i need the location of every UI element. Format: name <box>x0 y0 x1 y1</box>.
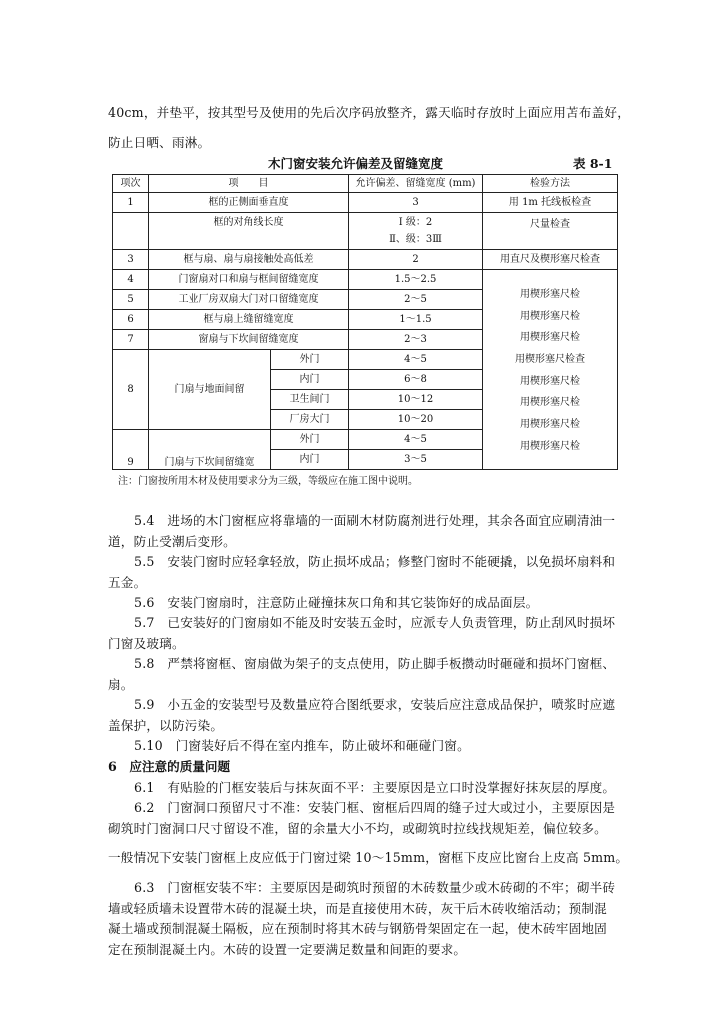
tolerance-table <box>112 174 618 470</box>
table-title: 木门窗安装允许偏差及留缝宽度 <box>268 156 444 171</box>
intro-line-2: 防止日晒、雨淋。 <box>108 135 211 150</box>
row-sub-label: 内门 <box>271 370 349 390</box>
table-header-row <box>113 175 618 193</box>
method-line: 用楔形塞尺检 <box>520 332 580 344</box>
row-no: 9 <box>113 430 149 470</box>
row-sub-label: 厂房大门 <box>271 410 349 430</box>
para-6-2-line-1: 6.2 门窗洞口预留尺寸不准：安装门框、窗框后四周的缝子过大或过小，主要原因是 <box>134 800 616 815</box>
para-6-2-line-2: 砌筑时门窗洞口尺寸留设不准，留的余量大小不均，或砌筑时拉线找规矩差，偏位较多。 <box>108 821 607 836</box>
row-method: 用 1m 托线板检查 <box>483 193 618 213</box>
row-sub-label: 外门 <box>271 350 349 370</box>
table-row <box>113 270 618 290</box>
row-no: 7 <box>113 330 149 350</box>
row-value: 3 <box>349 193 483 213</box>
row-no: 6 <box>113 310 149 330</box>
row-value: 4～5 <box>349 430 483 450</box>
method-line: 用楔形塞尺检 <box>520 289 580 300</box>
row-method: 用直尺及楔形塞尺检查 <box>483 250 618 270</box>
row-item: 门窗扇对口和扇与框间留缝宽度 <box>149 270 349 290</box>
table-row <box>113 250 618 270</box>
row-value: 4～5 <box>349 350 483 370</box>
row-item: 框的正侧面垂直度 <box>149 193 349 213</box>
row-value-line-2: Ⅱ、级：3Ⅲ <box>389 234 442 245</box>
intro-line-1: 40cm，并垫平，按其型号及使用的先后次序码放整齐，露天临时存放时上面应用苫布盖好， <box>108 105 630 120</box>
header-item: 项 目 <box>149 175 349 193</box>
row-sub-label: 外门 <box>271 430 349 450</box>
para-6-3-line-2: 墙或轻质墙未设置带木砖的混凝土块，而是直接使用木砖，灰干后木砖收缩活动；预制混 <box>108 901 607 916</box>
row-no: 5 <box>113 290 149 310</box>
table-row <box>113 213 618 250</box>
row-value-line-1: Ⅰ 级：2 <box>398 217 433 228</box>
para-6-2-line-3: 一般情况下安装门窗框上皮应低于门窗过梁 10～15mm，窗框下皮应比窗台上皮高 5mm。 <box>108 850 629 865</box>
merged-method-cell <box>483 270 618 470</box>
row-item: 工业厂房双扇大门对口留缝宽度 <box>149 290 349 310</box>
row-method: 尺量检查 <box>483 213 618 250</box>
header-method: 检验方法 <box>483 175 618 193</box>
row-value: 2～3 <box>349 330 483 350</box>
row-no: 4 <box>113 270 149 290</box>
row-no <box>113 213 149 250</box>
para-5-5-line-1: 5.5 安装门窗时应轻拿轻放，防止损坏成品；修整门窗时不能硬撬，以免损坏扇料和 <box>134 554 616 569</box>
table-note: 注：门窗按所用木材及使用要求分为三级，等级应在施工图中说明。 <box>118 476 418 487</box>
row-value: 10～12 <box>349 390 483 410</box>
para-5-9-line-1: 5.9 小五金的安装型号及数量应符合图纸要求，安装后应注意成品保护，喷浆时应遮 <box>134 697 616 712</box>
header-no: 项次 <box>113 175 149 193</box>
section-heading-6: 6 应注意的质量问题 <box>108 759 231 774</box>
para-5-10: 5.10 门窗装好后不得在室内推车，防止破坏和砸碰门窗。 <box>134 738 470 753</box>
para-5-8-line-1: 5.8 严禁将窗框、窗扇做为架子的支点使用，防止脚手板攒动时砸碰和损坏门窗框、 <box>134 656 616 671</box>
method-line: 用楔形塞尺检 <box>520 310 580 322</box>
row-value-multiline <box>349 213 483 250</box>
para-6-3-line-1: 6.3 门窗框安装不牢：主要原因是砌筑时预留的木砖数量少或木砖砌的不牢；砌半砖 <box>134 880 616 895</box>
para-5-6: 5.6 安装门窗扇时，注意防止碰撞抹灰口角和其它装饰好的成品面层。 <box>134 595 539 610</box>
row-item: 框与扇、扇与扇接触处高低差 <box>149 250 349 270</box>
row-value: 10～20 <box>349 410 483 430</box>
para-6-1: 6.1 有贴脸的门框安装后与抹灰面不平：主要原因是立口时没掌握好抹灰层的厚度。 <box>134 780 616 795</box>
para-5-4-line-2: 道，防止受潮后变形。 <box>108 534 236 549</box>
method-line: 用楔形塞尺检 <box>520 440 580 452</box>
para-5-7-line-1: 5.7 已安装好的门窗扇如不能及时安装五金时，应派专人负责管理，防止刮风时损坏 <box>134 615 616 630</box>
row-sub-label: 内门 <box>271 450 349 470</box>
table-number: 表 8-1 <box>573 156 613 171</box>
row-sub-label: 卫生间门 <box>271 390 349 410</box>
row-value: 3～5 <box>349 450 483 470</box>
para-5-7-line-2: 门窗及玻璃。 <box>108 636 185 651</box>
row-value: 6～8 <box>349 370 483 390</box>
row-value: 1.5～2.5 <box>349 270 483 290</box>
row-item: 门扇与地面间留 <box>149 350 271 430</box>
row-value: 1～1.5 <box>349 310 483 330</box>
row-no: 3 <box>113 250 149 270</box>
row-item: 框的对角线长度 <box>149 213 349 250</box>
para-6-3-line-3: 凝土墙或预制混凝土隔板，应在预制时将其木砖与钢筋骨架固定在一起，使木砖牢固地固 <box>108 921 607 936</box>
method-line: 用楔形塞尺检 <box>520 419 580 431</box>
row-value: 2～5 <box>349 290 483 310</box>
para-5-9-line-2: 盖保护，以防污染。 <box>108 718 224 733</box>
para-5-8-line-2: 扇。 <box>108 677 134 692</box>
row-value: 2 <box>349 250 483 270</box>
table-row <box>113 193 618 213</box>
para-5-4-line-1: 5.4 进场的木门窗框应将靠墙的一面刷木材防腐剂进行处理，其余各面宜应刷清油一 <box>134 513 616 528</box>
method-line: 用楔形塞尺检 <box>520 397 580 409</box>
row-item: 框与扇上缝留缝宽度 <box>149 310 349 330</box>
method-line: 用楔形塞尺检 <box>520 375 580 387</box>
para-6-3-line-4: 定在预制混凝土内。木砖的设置一定要满足数量和间距的要求。 <box>108 942 467 957</box>
row-no: 1 <box>113 193 149 213</box>
row-no: 8 <box>113 350 149 430</box>
header-value: 允许偏差、留缝宽度 (mm) <box>349 175 483 193</box>
row-item: 窗扇与下坎间留缝宽度 <box>149 330 349 350</box>
row-item: 门扇与下坎间留缝宽 <box>149 430 271 470</box>
method-line: 用楔形塞尺检查 <box>515 354 585 366</box>
para-5-5-line-2: 五金。 <box>108 575 147 590</box>
